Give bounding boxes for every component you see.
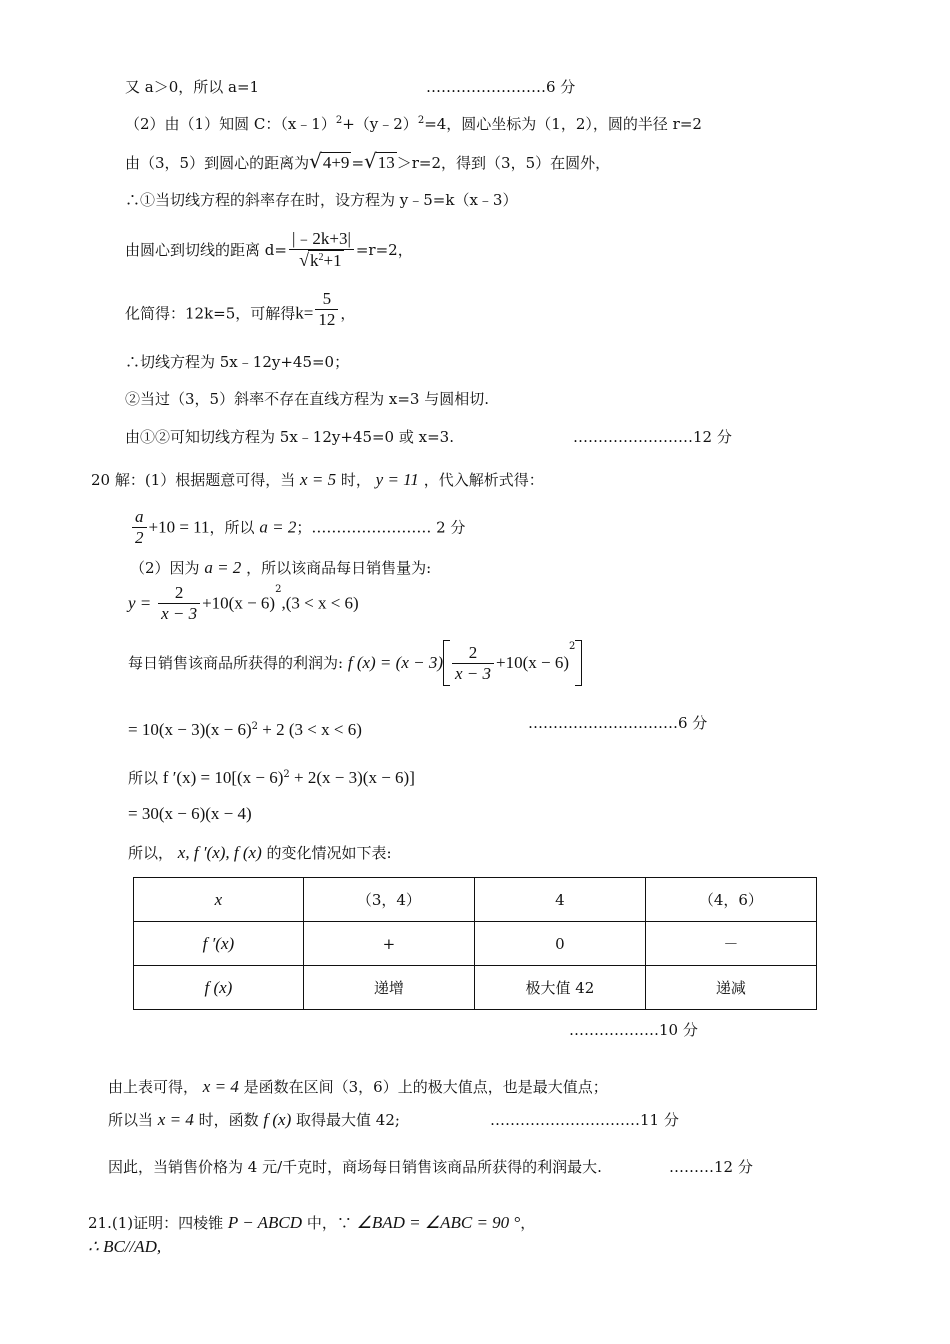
- fraction: [132, 507, 147, 548]
- text: 21.(1)证明：四棱锥: [88, 1214, 224, 1232]
- score-text: …………………………6 分: [528, 714, 708, 732]
- text: 所以: [128, 769, 159, 787]
- math: ∴ BC//AD,: [88, 1237, 162, 1256]
- denominator: x − 3: [161, 604, 198, 623]
- numerator: 5: [315, 289, 338, 310]
- p20-line-10: [108, 1077, 608, 1097]
- text: =4，圆心坐标为（1，2），圆的半径 r=2: [424, 115, 702, 133]
- p21-line-2: [88, 1237, 161, 1257]
- denominator: [289, 250, 354, 271]
- text: （2）因为: [130, 559, 200, 577]
- math: f (x) = (x − 3): [347, 653, 443, 672]
- text: ∴①当切线方程的斜率存在时，设方程为 y﹣5=k（x﹣3）: [125, 191, 518, 209]
- text: +1: [323, 251, 342, 270]
- score-12b: [669, 1157, 753, 1177]
- text: 时，: [340, 471, 371, 489]
- radical-sign: √: [299, 250, 310, 270]
- superscript: 2: [251, 721, 259, 732]
- math: y =: [128, 593, 152, 613]
- table-row: [134, 966, 817, 1010]
- p20-line-11: [108, 1110, 400, 1130]
- math: f (x): [263, 1110, 292, 1129]
- text: 的变化情况如下表:: [266, 844, 392, 862]
- text: 由①②可知切线方程为 5x﹣12y+45=0 或 x=3.: [125, 428, 454, 446]
- math: = 10(x − 3)(x − 6): [128, 720, 252, 739]
- math: x, f ′(x), f (x): [177, 843, 262, 862]
- table-cell: 0: [474, 922, 645, 966]
- p20-line-4: [128, 583, 359, 624]
- score-text: ……………………12 分: [573, 428, 732, 446]
- text: k: [310, 251, 319, 270]
- superscript: 2: [318, 252, 324, 263]
- superscript: 2: [569, 641, 576, 652]
- math: ∠BAD = ∠ABC = 90 °: [356, 1213, 521, 1232]
- score-text: ………………10 分: [569, 1021, 698, 1039]
- text: =: [351, 154, 365, 172]
- table-cell: 递增: [303, 966, 474, 1010]
- text: 每日销售该商品所获得的利润为:: [128, 654, 344, 672]
- p19-line-7: [125, 352, 349, 372]
- text: 化简得：12k=5，可解得: [125, 304, 296, 323]
- numerator: 2: [158, 583, 200, 604]
- p19-line-2: [125, 114, 702, 134]
- radical-sign: √: [309, 149, 322, 173]
- p19-line-4: [125, 190, 517, 210]
- table-cell: x: [134, 878, 304, 922]
- p19-line-9: [125, 427, 454, 447]
- text: 因此，当销售价格为 4 元/千克时，商场每日销售该商品所获得的利润最大.: [108, 1158, 602, 1176]
- p20-line-9: [128, 843, 392, 863]
- text: ；…………………… 2 分: [296, 518, 466, 537]
- superscript: 2: [417, 115, 425, 126]
- score-6b: [528, 713, 707, 733]
- math: +10 = 11: [148, 517, 210, 537]
- table-cell: 极大值 42: [474, 966, 645, 1010]
- text: （2）由（1）知圆 C：（x﹣1）: [125, 115, 336, 133]
- text: 所以当: [108, 1111, 154, 1129]
- denominator: 2: [135, 528, 144, 547]
- text: ，: [520, 1214, 536, 1232]
- text: 是函数在区间（3，6）上的极大值点，也是最大值点；: [243, 1078, 608, 1096]
- math: x = 4: [157, 1110, 194, 1129]
- right-bracket: [575, 640, 582, 686]
- p20-line-2: [130, 507, 465, 548]
- text: 中，∵: [306, 1214, 352, 1232]
- superscript: 2: [283, 769, 290, 780]
- p20-line-7: [128, 768, 415, 788]
- text: ，所以该商品每日销售量为:: [246, 559, 432, 577]
- fraction: [452, 643, 494, 684]
- p19-line-5: [125, 229, 413, 271]
- score-12: [573, 427, 732, 447]
- score-6: [426, 77, 575, 97]
- p20-line-3: [130, 558, 431, 578]
- score-text: ………12 分: [669, 1158, 753, 1176]
- table-cell: 4: [474, 878, 645, 922]
- text: ∴切线方程为 5x﹣12y+45=0；: [125, 353, 350, 371]
- p19-line-6: [125, 289, 356, 330]
- p19-line-8: [125, 389, 489, 409]
- radical-sign: √: [364, 149, 377, 173]
- fraction: [158, 583, 200, 624]
- numerator: a: [132, 507, 147, 528]
- p20-line-8: [128, 804, 252, 824]
- p19-line-3: [125, 151, 610, 173]
- radicand: 13: [377, 153, 395, 172]
- text: =r=2，: [355, 241, 413, 259]
- numerator: |﹣2k+3|: [289, 229, 354, 250]
- table-cell: －: [645, 922, 816, 966]
- text: 由（3，5）到圆心的距离为: [125, 154, 310, 172]
- text: 又 a＞0，所以 a=1: [125, 78, 260, 96]
- p21-line-1: [88, 1213, 535, 1233]
- math: x = 5: [300, 470, 337, 489]
- p20-line-1: [91, 470, 544, 490]
- fraction: [315, 289, 338, 330]
- table-cell: f ′(x): [134, 922, 304, 966]
- text: 由上表可得，: [108, 1078, 199, 1096]
- left-bracket: [443, 640, 450, 686]
- text: ＞r=2，得到（3，5）在圆外，: [396, 154, 611, 172]
- p20-line-12: [108, 1157, 602, 1177]
- superscript: 2: [275, 584, 282, 595]
- math: ,(3 < x < 6): [281, 593, 359, 613]
- fraction: [289, 229, 354, 271]
- numerator: 2: [452, 643, 494, 664]
- p20-line-6: [128, 720, 362, 740]
- text: 由圆心到切线的距离 d=: [125, 241, 287, 259]
- math: x = 4: [202, 1077, 239, 1096]
- math: +10(x − 6): [202, 593, 276, 613]
- score-text: …………………………11 分: [490, 1111, 679, 1129]
- math: +10(x − 6): [496, 653, 570, 672]
- superscript: 2: [335, 115, 343, 126]
- table-cell: （4，6）: [645, 878, 816, 922]
- text: ，所以: [209, 518, 255, 537]
- score-11: [490, 1110, 679, 1130]
- math: f ′(x) = 10[(x − 6): [162, 768, 284, 787]
- denominator: x − 3: [455, 663, 492, 683]
- math: P − ABCD: [227, 1213, 303, 1232]
- table-row: [134, 922, 817, 966]
- p20-line-5: [128, 640, 582, 686]
- math: a = 2: [259, 517, 297, 537]
- text: 所以，: [128, 844, 174, 862]
- p19-line-1: [125, 77, 259, 97]
- table-cell: （3，4）: [303, 878, 474, 922]
- score-10: [569, 1020, 698, 1040]
- table-cell: +: [303, 922, 474, 966]
- math: = 30(x − 6)(x − 4): [128, 804, 252, 823]
- math: + 2 (3 < x < 6): [258, 720, 362, 739]
- table-cell: f (x): [134, 966, 304, 1010]
- text: ，: [340, 304, 356, 323]
- text: 取得最大值 42;: [296, 1111, 400, 1129]
- table-cell: 递减: [645, 966, 816, 1010]
- math: + 2(x − 3)(x − 6)]: [289, 768, 415, 787]
- text: 20 解：(1）根据题意可得，当: [91, 471, 296, 489]
- text: ②当过（3，5）斜率不存在直线方程为 x=3 与圆相切.: [125, 390, 489, 408]
- table-row: [134, 878, 817, 922]
- math: y = 11: [375, 470, 419, 489]
- math: a = 2: [204, 558, 242, 577]
- text: k=: [295, 303, 314, 323]
- text: ，代入解析式得：: [423, 471, 544, 489]
- variation-table: [133, 877, 817, 1010]
- radicand: 4+9: [322, 153, 350, 172]
- text: 时，函数: [198, 1111, 259, 1129]
- text: +（y﹣2）: [342, 115, 418, 133]
- denominator: 12: [318, 310, 336, 329]
- score-text: ……………………6 分: [426, 78, 576, 96]
